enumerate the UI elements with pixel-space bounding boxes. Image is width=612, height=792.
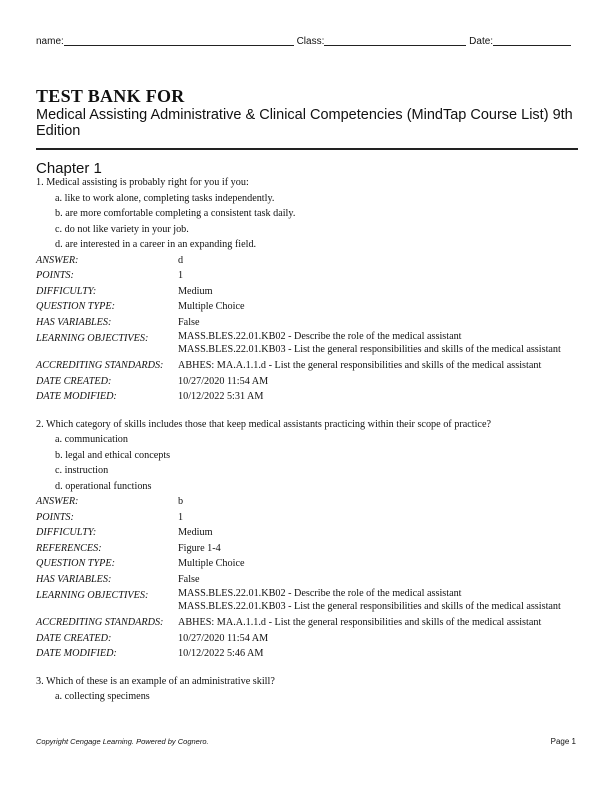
answer-option: d. operational functions <box>55 480 152 492</box>
question-text: 1. Medical assisting is probably right for you if you: <box>36 177 249 188</box>
points-row: POINTS: 1 <box>36 268 581 284</box>
references-row: REFERENCES: Figure 1-4 <box>36 541 581 557</box>
learning-objective: MASS.BLES.22.01.KB03 - List the general responsibilities and skills of the medical assistant <box>178 343 561 355</box>
class-blank <box>324 35 466 46</box>
difficulty-row: DIFFICULTY: Medium <box>36 525 581 541</box>
answer-option: c. instruction <box>55 465 109 476</box>
name-blank <box>64 35 294 46</box>
accrediting-standards-row: ACCREDITING STANDARDS: ABHES: MA.A.1.1.d - List the general responsibilities and skills of the medical assistant <box>36 358 581 374</box>
date-modified-row: DATE MODIFIED: 10/12/2022 5:31 AM <box>36 389 581 405</box>
answer-option: a. collecting specimens <box>55 691 150 702</box>
date-label: Date: <box>469 36 494 47</box>
title-divider <box>36 148 578 150</box>
date-modified-row: DATE MODIFIED: 10/12/2022 5:46 AM <box>36 646 581 662</box>
date-created-row: DATE CREATED: 10/27/2020 11:54 AM <box>36 631 581 647</box>
question-type-value: Multiple Choice <box>178 558 245 569</box>
answer-option: a. communication <box>55 434 128 445</box>
date-created-value: 10/27/2020 11:54 AM <box>178 375 269 387</box>
has-variables-value: False <box>178 316 200 328</box>
question-type-row: QUESTION TYPE: Multiple Choice <box>36 556 581 572</box>
question-type-value: Multiple Choice <box>178 301 245 312</box>
date-created-value: 10/27/2020 11:54 AM <box>178 632 269 644</box>
difficulty-row: DIFFICULTY: Medium <box>36 284 581 300</box>
page-number: Page 1 <box>550 737 576 746</box>
accrediting-standards-value: ABHES: MA.A.1.1.d - List the general responsibilities and skills of the medical assistant <box>178 360 542 371</box>
answer-value: b <box>178 496 184 507</box>
learning-objectives-row: LEARNING OBJECTIVES: MASS.BLES.22.01.KB02 - Describe the role of the medical assistant MASS.BLES.22.01.KB03 - List the general responsibilities and skills of the medical assistant <box>36 331 581 356</box>
accrediting-standards-row: ACCREDITING STANDARDS: ABHES: MA.A.1.1.d - List the general responsibilities and skills of the medical assistant <box>36 615 581 631</box>
question-block <box>36 175 581 405</box>
chapter-heading: Chapter 1 <box>36 160 102 177</box>
student-info-header <box>36 35 576 47</box>
difficulty-value: Medium <box>178 285 213 297</box>
page-footer <box>36 737 576 746</box>
points-value: 1 <box>178 270 184 281</box>
answer-option: b. are more comfortable completing a consistent task daily. <box>55 208 296 219</box>
name-label: name: <box>36 36 64 47</box>
question-list <box>36 175 581 705</box>
copyright-text: Copyright Cengage Learning. Powered by Cognero. <box>36 737 209 746</box>
answer-row: ANSWER: b <box>36 494 581 510</box>
has-variables-value: False <box>178 573 200 585</box>
points-row: POINTS: 1 <box>36 510 581 526</box>
question-block <box>36 417 581 662</box>
test-bank-title: TEST BANK FOR <box>36 86 185 106</box>
accrediting-standards-value: ABHES: MA.A.1.1.d - List the general responsibilities and skills of the medical assistant <box>178 617 542 628</box>
answer-value: d <box>178 254 184 266</box>
question-text: 3. Which of these is an example of an administrative skill? <box>36 675 275 687</box>
question-block <box>36 674 581 705</box>
has-variables-row: HAS VARIABLES: False <box>36 572 581 588</box>
answer-option: b. legal and ethical concepts <box>55 449 171 461</box>
references-value: Figure 1-4 <box>178 542 221 554</box>
date-blank <box>493 35 571 46</box>
difficulty-value: Medium <box>178 527 213 538</box>
learning-objective: MASS.BLES.22.01.KB03 - List the general responsibilities and skills of the medical assistant <box>178 600 561 612</box>
date-modified-value: 10/12/2022 5:31 AM <box>178 391 264 402</box>
question-text: 2. Which category of skills includes those that keep medical assistants practicing within their scope of practice? <box>36 418 491 430</box>
learning-objective: MASS.BLES.22.01.KB02 - Describe the role of the medical assistant <box>178 588 462 599</box>
answer-option: c. do not like variety in your job. <box>55 223 189 235</box>
date-created-row: DATE CREATED: 10/27/2020 11:54 AM <box>36 374 581 390</box>
question-type-row: QUESTION TYPE: Multiple Choice <box>36 299 581 315</box>
answer-option: a. like to work alone, completing tasks independently. <box>55 192 275 204</box>
book-title: Medical Assisting Administrative & Clinical Competencies (MindTap Course List) 9th Edition <box>36 107 573 139</box>
answer-option: d. are interested in a career in an expanding field. <box>55 239 257 250</box>
learning-objectives-row: LEARNING OBJECTIVES: MASS.BLES.22.01.KB02 - Describe the role of the medical assistant MASS.BLES.22.01.KB03 - List the general responsibilities and skills of the medical assistant <box>36 588 581 613</box>
class-label: Class: <box>296 36 325 47</box>
learning-objective: MASS.BLES.22.01.KB02 - Describe the role of the medical assistant <box>178 331 462 342</box>
answer-row: ANSWER: d <box>36 253 581 269</box>
has-variables-row: HAS VARIABLES: False <box>36 315 581 331</box>
date-modified-value: 10/12/2022 5:46 AM <box>178 648 264 659</box>
points-value: 1 <box>178 511 184 523</box>
